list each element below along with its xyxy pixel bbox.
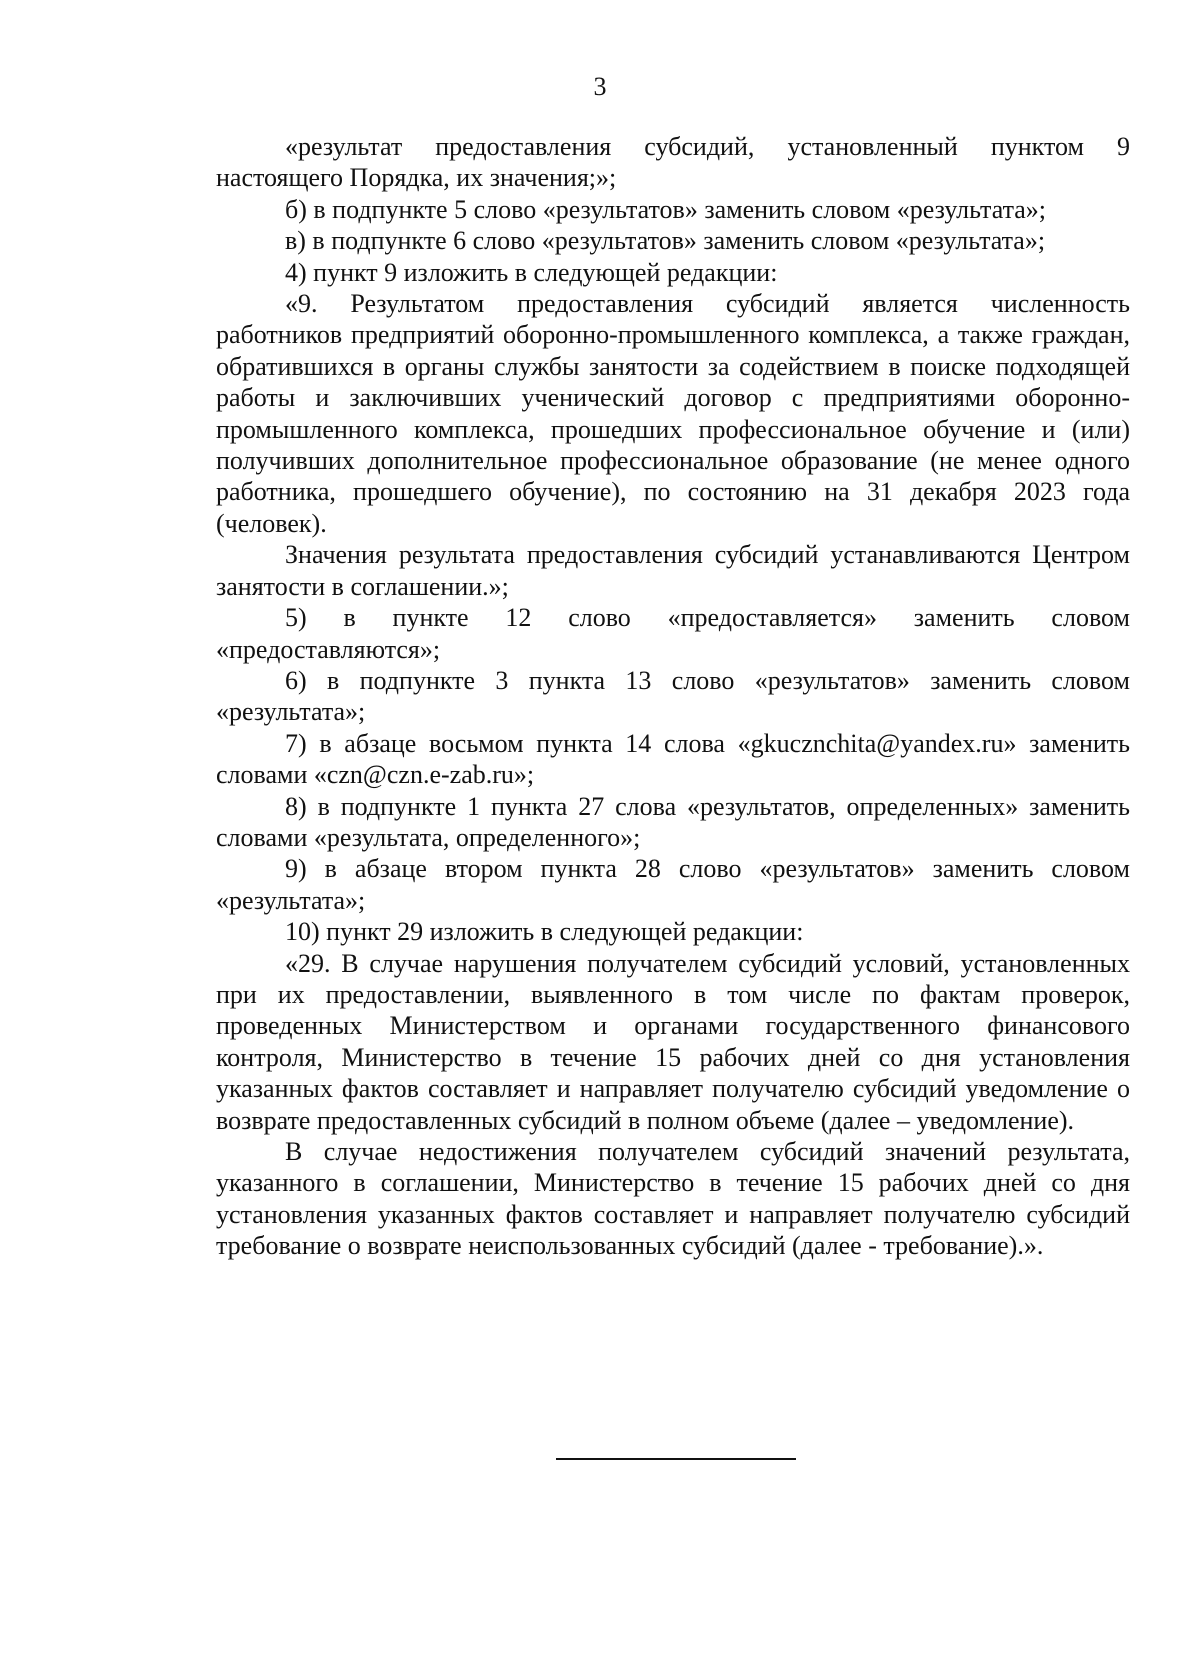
paragraph: В случае недостижения получателем субсидий значений результата, указанного в соглашении, Министерство в течение 15 рабочих дней со дня установления указанных фактов составляет и направляет получателю субсидий требование о возврате неиспользованных субсидий (далее - требование).». <box>216 1137 1130 1261</box>
footer-divider <box>556 1458 796 1460</box>
paragraph: б) в подпункте 5 слово «результатов» заменить словом «результата»; <box>285 194 1047 224</box>
paragraph: 10) пункт 29 изложить в следующей редакции: <box>285 917 804 947</box>
paragraph: 4) пункт 9 изложить в следующей редакции: <box>285 257 778 287</box>
page-number: 3 <box>593 72 607 101</box>
paragraph: 9) в абзаце втором пункта 28 слово «результатов» заменить словом «результата»; <box>216 854 1130 915</box>
paragraph: в) в подпункте 6 слово «результатов» заменить словом «результата»; <box>285 226 1046 256</box>
paragraph: «9. Результатом предоставления субсидий является численность работников предприятий оборонно-промышленного комплекса, а также граждан, обратившихся в органы службы занятости за содействием в поиске подходящей работы и заключивших ученический договор с предприятиями оборонно-промышленного комплекса, прошедших профессиональное обучение и (или) получивших дополнительное профессиональное образование (не менее одного работника, прошедшего обучение), по состоянию на 31 декабря 2023 года (человек). <box>216 289 1130 538</box>
paragraph: 8) в подпункте 1 пункта 27 слова «результатов, определенных» заменить словами «результата, определенного»; <box>216 791 1130 852</box>
paragraph: 7) в абзаце восьмом пункта 14 слова «gkucznchita@yandex.ru» заменить словами «czn@czn.e-zab.ru»; <box>216 728 1130 790</box>
paragraph: Значения результата предоставления субсидий устанавливаются Центром занятости в соглашении.»; <box>216 540 1130 601</box>
paragraph: 6) в подпункте 3 пункта 13 слово «результатов» заменить словом «результата»; <box>216 665 1130 727</box>
paragraph: 5) в пункте 12 слово «предоставляется» заменить словом «предоставляются»; <box>216 603 1130 664</box>
paragraph: «результат предоставления субсидий, установленный пунктом 9 настоящего Порядка, их значения;»; <box>216 132 1130 193</box>
document-body <box>216 131 1130 1262</box>
paragraph: «29. В случае нарушения получателем субсидий условий, установленных при их предоставлении, выявленного в том числе по фактам проверок, проведенных Министерством и органами государственного финансового контроля, Министерство в течение 15 рабочих дней со дня установления указанных фактов составляет и направляет получателю субсидий уведомление о возврате предоставленных субсидий в полном объеме (далее – уведомление). <box>216 948 1130 1135</box>
